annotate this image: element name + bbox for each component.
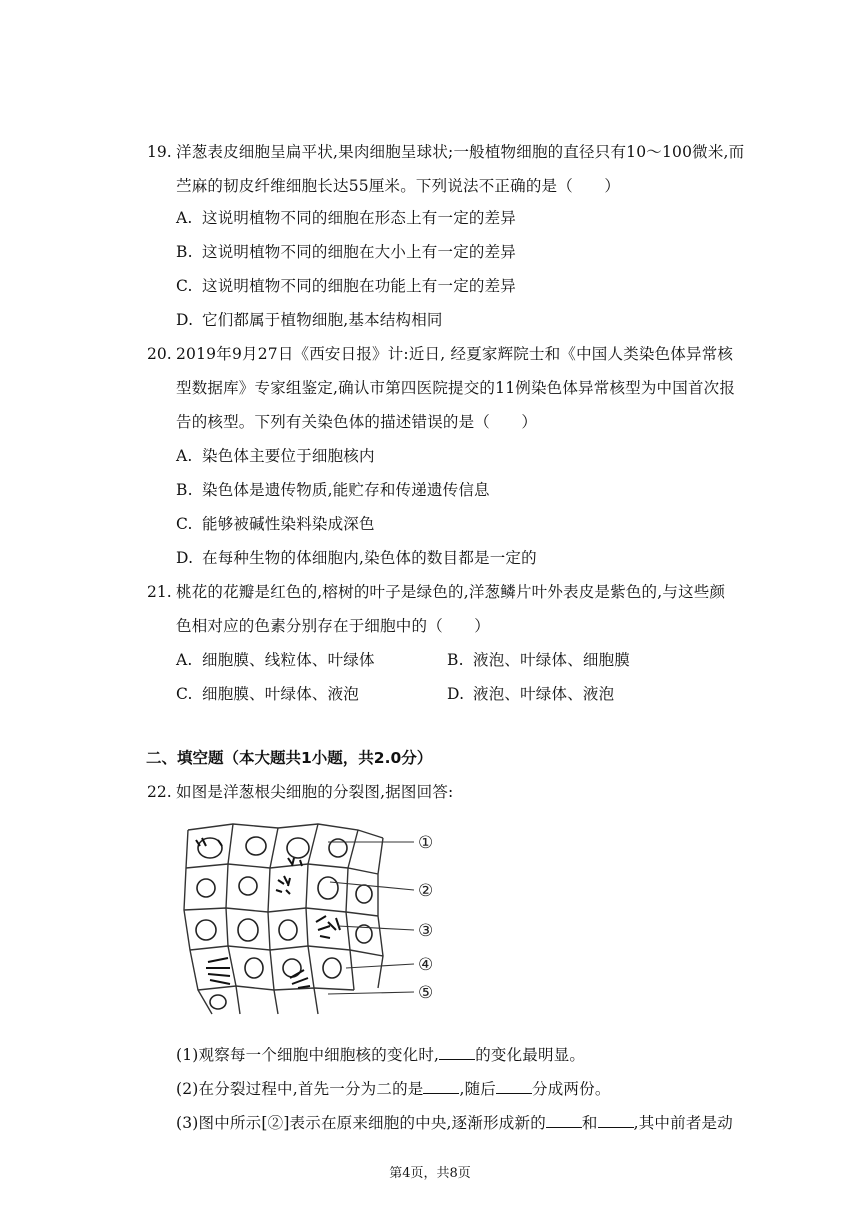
question-20-number: 20. [147,345,172,363]
question-21-stem-line1: 桃花的花瓣是红色的,榕树的叶子是绿色的,洋葱鳞片叶外表皮是紫色的,与这些颜 [176,583,726,601]
option-letter: D. [176,311,194,329]
question-21-stem-line2: 色相对应的色素分别存在于细胞中的（ ） [176,617,491,635]
option-letter: A. [176,209,193,227]
option-letter: B. [447,651,464,669]
question-21-option-b [447,650,630,670]
option-text: 细胞膜、叶绿体、液泡 [202,685,360,703]
question-19-option-c [176,276,516,296]
question-19-stem-line1: 洋葱表皮细胞呈扁平状,果肉细胞呈球状;一般植物细胞的直径只有10～100微米,而 [176,143,745,161]
option-letter: C. [176,685,193,703]
option-letter: C. [176,277,193,295]
figure-label-3: ③ [418,921,434,941]
answer-blank[interactable] [439,1044,475,1060]
question-19-option-a [176,208,516,228]
sub3-text-c: 和 [581,1114,598,1132]
sub2-text-a: (2)在分裂过程中,首先一分为二的是 [176,1080,424,1098]
question-21-option-d [447,684,614,704]
question-20-option-d [176,548,537,568]
figure-label-1: ① [418,833,434,853]
figure-label-4: ④ [418,955,434,975]
option-letter: B. [176,243,193,261]
option-letter: B. [176,481,193,499]
figure-label-5: ⑤ [418,983,434,1003]
figure-label-2: ② [418,881,434,901]
question-19-stem-line2: 苎麻的韧皮纤维细胞长达55厘米。下列说法不正确的是（ ） [176,177,621,195]
question-21-number: 21. [147,583,172,601]
answer-blank[interactable] [546,1112,582,1128]
onion-root-tip-cells-figure [178,818,450,1020]
option-text: 液泡、叶绿体、液泡 [473,685,615,703]
question-22-number: 22. [147,783,172,801]
question-21-option-a [176,650,375,670]
question-21-option-c [176,684,359,704]
option-letter: A. [176,651,193,669]
option-text: 这说明植物不同的细胞在功能上有一定的差异 [202,277,517,295]
sub3-text-b: ]表示在原来细胞的中央,逐渐形成新的 [283,1114,546,1132]
answer-blank[interactable] [423,1078,459,1094]
answer-blank[interactable] [598,1112,634,1128]
option-letter: D. [447,685,465,703]
option-text: 它们都属于植物细胞,基本结构相同 [202,311,443,329]
sub3-text-d: ,其中前者是动 [633,1114,733,1132]
sub3-mark: ② [267,1114,284,1132]
sub3-text-a: (3)图中所示[ [176,1114,268,1132]
page-footer: 第4页，共8页 [389,1166,471,1181]
question-20-stem-line3: 告的核型。下列有关染色体的描述错误的是（ ） [176,413,538,431]
question-20-option-a [176,446,375,466]
section-heading: 二、填空题（本大题共1小题，共2.0分） [146,749,433,767]
question-19-option-d [176,310,443,330]
question-20-option-b [176,480,490,500]
question-20-option-c [176,514,375,534]
sub2-text-c: 分成两份。 [532,1080,611,1098]
question-22-stem: 如图是洋葱根尖细胞的分裂图,据图回答: [176,783,454,801]
sub1-text-a: (1)观察每一个细胞中细胞核的变化时, [176,1046,440,1064]
option-text: 液泡、叶绿体、细胞膜 [473,651,631,669]
option-letter: C. [176,515,193,533]
option-text: 在每种生物的体细胞内,染色体的数目都是一定的 [202,549,537,567]
question-22-sub3 [176,1112,733,1133]
question-20-stem-line1: 2019年9月27日《西安日报》计:近日, 经夏家辉院士和《中国人类染色体异常核 [176,345,734,363]
option-text: 能够被碱性染料染成深色 [202,515,375,533]
option-letter: A. [176,447,193,465]
question-22-sub2 [176,1078,611,1099]
option-text: 细胞膜、线粒体、叶绿体 [202,651,375,669]
question-19-option-b [176,242,516,262]
sub1-text-b: 的变化最明显。 [475,1046,586,1064]
option-text: 这说明植物不同的细胞在大小上有一定的差异 [202,243,517,261]
cell-division-illustration [178,818,450,1020]
option-text: 染色体主要位于细胞核内 [202,447,375,465]
question-22-sub1 [176,1044,585,1065]
option-text: 这说明植物不同的细胞在形态上有一定的差异 [202,209,517,227]
sub2-text-b: ,随后 [459,1080,497,1098]
question-20-stem-line2: 型数据库》专家组鉴定,确认市第四医院提交的11例染色体异常核型为中国首次报 [176,379,736,397]
question-19-number: 19. [147,143,172,161]
option-letter: D. [176,549,194,567]
answer-blank[interactable] [496,1078,532,1094]
option-text: 染色体是遗传物质,能贮存和传递遗传信息 [202,481,490,499]
